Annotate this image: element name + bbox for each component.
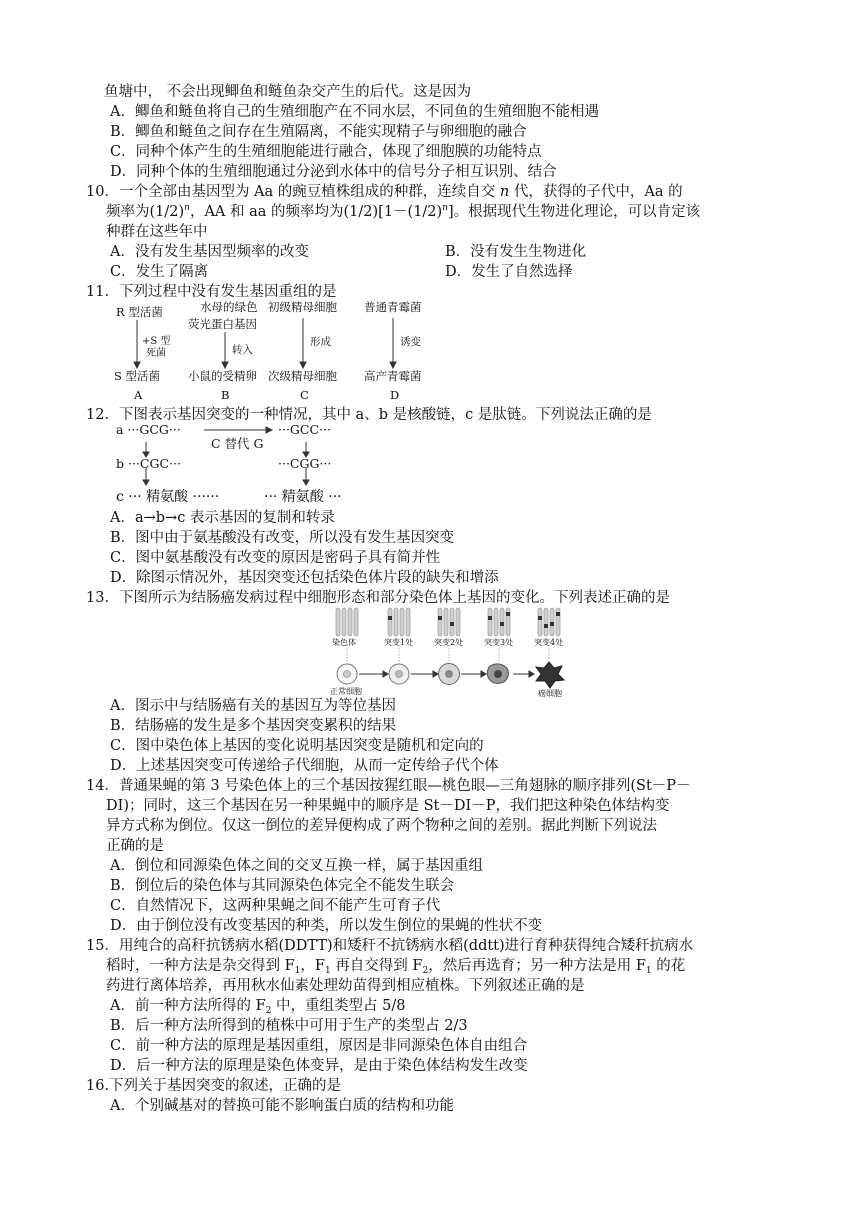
q14-option-b: B．倒位后的染色体与其同源染色体完全不能发生联会	[110, 878, 455, 894]
normal-cell	[337, 664, 357, 684]
q9-option-b: B．鲫鱼和鲢鱼之间存在生殖隔离，不能实现精子与卵细胞的融合	[110, 124, 527, 140]
q15-stem-line3: 药进行离体培养，再用秋水仙素处理幼苗得到相应植株。下列叙述正确的是	[106, 978, 585, 994]
fig11-d-top: 普通青霉菌	[364, 300, 422, 314]
fig13-label-mutation3: 突变3处	[484, 638, 514, 647]
q10-sup-n: n	[184, 203, 190, 213]
q10-stem-line3: 种群在这些年中	[106, 224, 208, 240]
fig12-c-original: c ··· 精氨酸 ······	[116, 489, 220, 505]
fig12-b-mutated: ···CGG···	[278, 456, 332, 471]
q9-option-a: A．鲫鱼和鲢鱼将自己的生殖细胞产在不同水层，不同鱼的生殖细胞不能相遇	[110, 104, 599, 120]
q15-stem-line2	[106, 956, 685, 976]
fig11-d-bottom: 高产青霉菌	[364, 369, 422, 383]
q14-stem-line3: 异方式称为倒位。仅这一倒位的差异便构成了两个物种之间的差别。据此判断下列说法	[106, 818, 657, 834]
q13-option-d: D．上述基因突变可传递给子代细胞，从而一定传给子代个体	[110, 758, 499, 774]
q15-text: 稻时，一种方法是杂交得到 F	[106, 958, 295, 974]
fig13-label-mutation1: 突变1处	[384, 638, 414, 647]
fig13-label-cancer-cell: 癌细胞	[538, 689, 562, 698]
q15-text: ，然后再选育；另一种方法是用 F	[428, 958, 646, 974]
q13-chromosome-cell-diagram	[326, 604, 586, 696]
q10-stem-line2	[106, 202, 700, 222]
q13-figure	[326, 604, 586, 696]
q13-option-b: B．结肠癌的发生是多个基因突变累积的结果	[110, 718, 397, 734]
q15-text: ，F	[300, 958, 325, 974]
q16-option-a: A．个别碱基对的替换可能不影响蛋白质的结构和功能	[110, 1098, 454, 1114]
q10-text: ]。根据现代生物进化理论，可以肯定该	[448, 204, 701, 220]
q10-var-n: n	[499, 184, 510, 200]
q9-stem-continued: 鱼塘中， 不会出现鲫鱼和鲢鱼杂交产生的后代。这是因为	[104, 84, 472, 100]
fig11-b-mid: 转入	[232, 344, 253, 356]
q12-option-a: A．a→b→c 表示基因的复制和转录	[110, 510, 335, 526]
chromosome-group-0	[336, 608, 358, 636]
q10-text: 频率为(1/2)	[106, 204, 185, 220]
fig12-a-original: a ···GCG···	[116, 422, 181, 437]
fig13-label-normal-cell: 正常细胞	[330, 687, 362, 696]
q12-option-d: D．除图示情况外，基因突变还包括染色体片段的缺失和增添	[110, 570, 499, 586]
q10-text: 一个全部由基因型为 Aa 的豌豆植株组成的种群，连续自交	[118, 184, 500, 200]
q15-sub: 1	[294, 966, 301, 976]
fig12-substitution: C 替代 G	[211, 436, 264, 451]
q14-stem-line1: 14．普通果蝇的第 3 号染色体上的三个基因按猩红眼—桃色眼—三角翅脉的顺序排列(St－P－	[86, 778, 691, 794]
fig11-c-label: C	[300, 388, 309, 402]
chromosome-group-3	[488, 608, 510, 636]
fig12-c-mutated: ··· 精氨酸 ···	[264, 489, 342, 505]
q11-figure	[110, 298, 440, 402]
fig12-a-mutated: ···GCC···	[278, 422, 331, 437]
cancer-cell	[536, 662, 564, 688]
fig11-a-top: R 型活菌	[116, 305, 163, 319]
q15-sub: 1	[645, 966, 652, 976]
fig11-c-mid: 形成	[310, 336, 331, 348]
chromosome-group-1	[388, 608, 410, 636]
fig11-d-label: D	[390, 388, 400, 402]
fig11-a-label: A	[134, 388, 143, 402]
q14-option-a: A．倒位和同源染色体之间的交叉互换一样，属于基因重组	[110, 858, 483, 874]
q13-option-a: A．图示中与结肠癌有关的基因互为等位基因	[110, 698, 396, 714]
fig11-a-mid1: +S 型	[142, 336, 171, 347]
fig13-label-mutation2: 突变2处	[434, 638, 464, 647]
q10-sup-n: n	[442, 203, 448, 213]
q14-stem-line4: 正确的是	[106, 838, 164, 854]
q10-text: 代，获得的子代中，Aa 的	[509, 184, 683, 200]
q10-option-d: D．发生了自然选择	[445, 264, 573, 280]
mutated-cell-3	[487, 664, 508, 684]
q9-option-d: D．同种个体的生殖细胞通过分泌到水体中的信号分子相互识别、结合	[110, 164, 557, 180]
q15-stem-line1: 15．用纯合的高秆抗锈病水稻(DDTT)和矮秆不抗锈病水稻(ddtt)进行育种获得纯合矮秆抗病水	[86, 938, 694, 954]
q14-option-d: D．由于倒位没有改变基因的种类，所以发生倒位的果蝇的性状不变	[110, 918, 543, 934]
fig11-a-bottom: S 型活菌	[114, 369, 161, 383]
q10-stem-line1	[86, 182, 683, 202]
fig11-b-top1: 水母的绿色	[200, 300, 258, 314]
q12-figure	[116, 422, 376, 508]
q11-stem: 11．下列过程中没有发生基因重组的是	[86, 284, 337, 300]
mutated-cell-2	[439, 664, 460, 685]
q15-sub: 2	[265, 1006, 272, 1016]
q15-sub: 1	[324, 966, 331, 976]
q15-text: 的花	[651, 958, 686, 974]
q15-sub: 2	[422, 966, 429, 976]
chromosome-group-2	[438, 608, 460, 636]
chromosome-group-4	[538, 608, 560, 636]
fig11-b-bottom: 小鼠的受精卵	[188, 369, 257, 383]
fig13-label-chromosome: 染色体	[332, 638, 356, 647]
q14-option-c: C．自然情况下，这两种果蝇之间不能产生可育子代	[110, 898, 441, 914]
q13-stem: 13．下图所示为结肠癌发病过程中细胞形态和部分染色体上基因的变化。下列表述正确的是	[86, 590, 670, 606]
q10-option-b: B．没有发生生物进化	[445, 244, 587, 260]
q15-option-d: D．后一种方法的原理是染色体变异，是由于染色体结构发生改变	[110, 1058, 528, 1074]
q14-stem-line2: DI)；同时，这三个基因在另一种果蝇中的顺序是 St－DI－P，我们把这种染色体结构变	[106, 798, 670, 814]
fig12-b-original: b ···CGC···	[116, 456, 181, 471]
q15-option-b: B．后一种方法所得到的植株中可用于生产的类型占 2/3	[110, 1018, 468, 1034]
q10-option-c: C．发生了隔离	[110, 264, 209, 280]
q12-stem: 12．下图表示基因突变的一种情况，其中 a、b 是核酸链，c 是肽链。下列说法正确的是	[86, 407, 652, 423]
q15-option-a	[110, 996, 405, 1016]
fig13-label-mutation4: 突变4处	[534, 638, 564, 647]
q15-text: 再自交得到 F	[330, 958, 423, 974]
q15-option-c: C．前一种方法的原理是基因重组，原因是非同源染色体自由组合	[110, 1038, 528, 1054]
q10-option-a: A．没有发生基因型频率的改变	[110, 244, 309, 260]
q12-option-b: B．图中由于氨基酸没有改变，所以没有发生基因突变	[110, 530, 455, 546]
q16-stem: 16.下列关于基因突变的叙述，正确的是	[86, 1078, 342, 1094]
mutated-cell-1	[389, 664, 409, 684]
fig11-c-top: 初级精母细胞	[268, 300, 337, 314]
q15-text: A．前一种方法所得的 F	[110, 998, 266, 1014]
q10-text: ，AA 和 aa 的频率均为(1/2)[1－(1/2)	[189, 204, 443, 220]
q15-text: 中，重组类型占 5/8	[271, 998, 406, 1014]
fig11-a-mid2: 死菌	[146, 348, 166, 359]
q9-option-c: C．同种个体产生的生殖细胞能进行融合，体现了细胞膜的功能特点	[110, 144, 542, 160]
fig11-b-top2: 荧光蛋白基因	[188, 317, 257, 331]
fig11-d-mid: 诱变	[400, 336, 421, 348]
fig11-b-label: B	[221, 388, 230, 402]
q13-option-c: C．图中染色体上基因的变化说明基因突变是随机和定向的	[110, 738, 484, 754]
q12-option-c: C．图中氨基酸没有改变的原因是密码子具有简并性	[110, 550, 441, 566]
fig11-c-bottom: 次级精母细胞	[268, 369, 337, 383]
q10-number: 10．	[86, 184, 119, 200]
